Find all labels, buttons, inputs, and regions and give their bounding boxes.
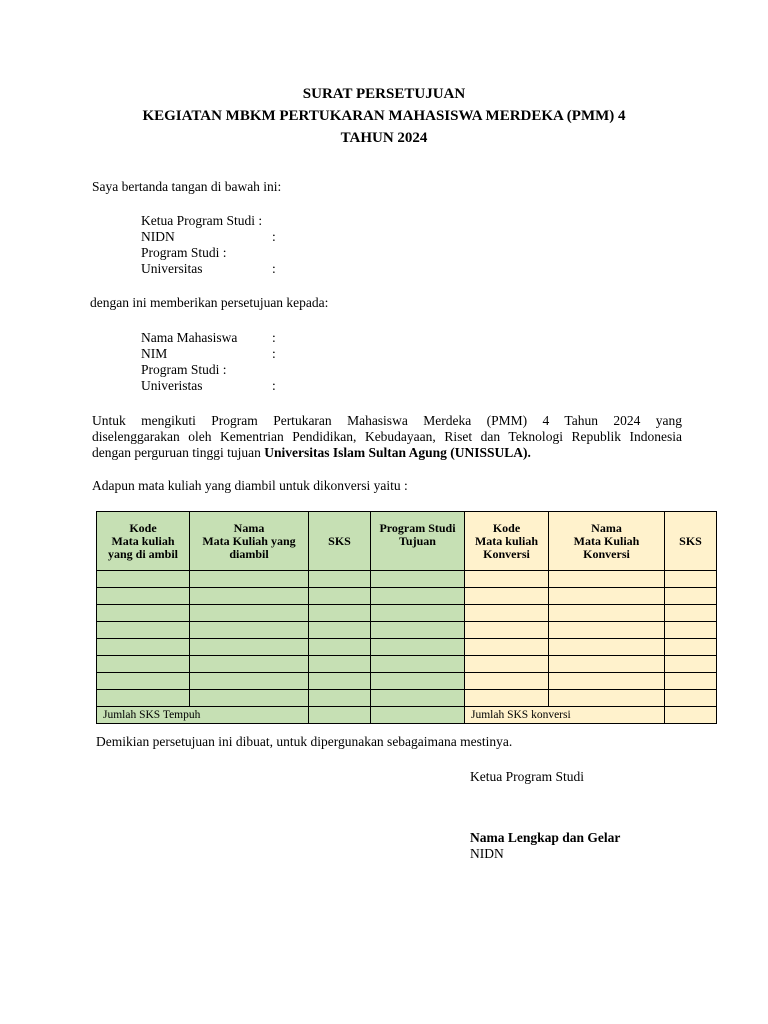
paragraph-line <box>92 445 682 461</box>
table-row <box>97 588 717 605</box>
table-cell <box>371 690 465 707</box>
student-field-colon: : <box>272 346 276 361</box>
table-row <box>97 656 717 673</box>
table-cell <box>465 639 549 656</box>
table-cell <box>665 588 717 605</box>
header-line: yang di ambil <box>107 546 179 561</box>
table-total-row <box>97 707 717 724</box>
table-row <box>97 690 717 707</box>
table-cell <box>371 588 465 605</box>
table-cell <box>465 588 549 605</box>
header-program-studi <box>371 512 465 571</box>
table-cell <box>665 571 717 588</box>
table-cell <box>665 690 717 707</box>
table-cell <box>371 571 465 588</box>
table-cell <box>665 605 717 622</box>
table-cell <box>465 622 549 639</box>
paragraph-line: Untuk mengikuti Program Pertukaran Mahasiswa Merdeka (PMM) 4 Tahun 2024 yang <box>92 413 682 428</box>
table-cell <box>190 639 309 656</box>
table-cell <box>309 656 371 673</box>
table-cell <box>549 673 665 690</box>
table-cell <box>190 588 309 605</box>
table-cell <box>371 639 465 656</box>
signer-field-label: NIDN <box>141 229 175 244</box>
document-title: SURAT PERSETUJUAN <box>302 86 466 102</box>
signer-field-colon: : <box>272 261 276 276</box>
table-cell <box>97 571 190 588</box>
signer-field-label: Ketua Program Studi : <box>141 213 263 228</box>
header-line: Nama <box>233 520 265 535</box>
course-conversion-table <box>96 511 717 724</box>
header-line: Kode <box>492 520 521 535</box>
signer-field-colon: : <box>272 229 276 244</box>
table-cell <box>309 690 371 707</box>
header-line: diambil <box>229 546 269 561</box>
table-row <box>97 622 717 639</box>
header-sks-konversi <box>665 512 717 571</box>
header-line: SKS <box>679 533 702 548</box>
closing-text: Demikian persetujuan ini dibuat, untuk dipergunakan sebagaimana mestinya. <box>96 734 513 749</box>
signature-name: Nama Lengkap dan Gelar <box>470 830 621 845</box>
signer-field-label: Program Studi : <box>141 245 227 260</box>
header-kode-diambil <box>97 512 190 571</box>
table-row <box>97 673 717 690</box>
destination-university: Universitas Islam Sultan Agung (UNISSULA). <box>264 445 531 460</box>
table-header-row <box>97 512 717 571</box>
table-cell <box>190 690 309 707</box>
table-cell <box>665 673 717 690</box>
table-cell <box>97 673 190 690</box>
table-cell <box>371 673 465 690</box>
table-cell <box>465 656 549 673</box>
table-intro: Adapun mata kuliah yang diambil untuk dikonversi yaitu : <box>92 478 408 493</box>
table-cell <box>665 639 717 656</box>
table-row <box>97 605 717 622</box>
signature-role: Ketua Program Studi <box>470 769 584 784</box>
total-sks-konversi-value <box>665 707 717 724</box>
intro-text: Saya bertanda tangan di bawah ini: <box>92 179 282 194</box>
table-cell <box>97 622 190 639</box>
header-kode-konversi <box>465 512 549 571</box>
table-cell <box>97 588 190 605</box>
table-cell <box>549 639 665 656</box>
table-cell <box>190 622 309 639</box>
table-cell <box>309 639 371 656</box>
header-line: Nama <box>591 520 622 535</box>
total-sks-tempuh-label: Jumlah SKS Tempuh <box>97 707 309 724</box>
table-cell <box>309 622 371 639</box>
header-line: SKS <box>328 533 351 548</box>
table-cell <box>549 690 665 707</box>
table-cell <box>309 588 371 605</box>
header-line: Mata Kuliah <box>573 533 640 548</box>
student-field-label: Univeristas <box>141 378 203 393</box>
table-cell <box>465 605 549 622</box>
student-field-label: NIM <box>141 346 168 361</box>
table-cell <box>665 622 717 639</box>
table-cell <box>549 622 665 639</box>
table-cell <box>309 673 371 690</box>
student-field-label: Program Studi : <box>141 362 227 377</box>
signature-nidn: NIDN <box>470 846 504 861</box>
table-cell <box>371 656 465 673</box>
table-row <box>97 639 717 656</box>
header-line: Mata kuliah <box>474 533 538 548</box>
table-cell <box>190 571 309 588</box>
document-year: TAHUN 2024 <box>340 130 428 146</box>
table-cell <box>465 571 549 588</box>
student-field-colon: : <box>272 378 276 393</box>
table-cell <box>190 673 309 690</box>
header-nama-konversi <box>549 512 665 571</box>
header-line: Kode <box>129 520 157 535</box>
table-cell <box>371 605 465 622</box>
table-cell <box>665 656 717 673</box>
table-cell <box>309 571 371 588</box>
student-field-colon: : <box>272 330 276 345</box>
table-cell <box>190 656 309 673</box>
header-line: Tujuan <box>399 534 436 548</box>
header-line: Konversi <box>583 546 630 561</box>
document-subtitle: KEGIATAN MBKM PERTUKARAN MAHASISWA MERDEKA (PMM) 4 <box>142 108 626 124</box>
table-cell <box>549 656 665 673</box>
approval-text: dengan ini memberikan persetujuan kepada: <box>90 295 329 310</box>
table-cell <box>97 656 190 673</box>
header-line: Program Studi <box>379 521 456 535</box>
total-sks-konversi-label: Jumlah SKS konversi <box>465 707 665 724</box>
header-nama-diambil <box>190 512 309 571</box>
header-line: Konversi <box>483 546 530 561</box>
table-cell <box>465 673 549 690</box>
table-cell <box>549 571 665 588</box>
purpose-paragraph <box>92 413 682 461</box>
header-line: Mata Kuliah yang <box>202 533 296 548</box>
table-cell <box>549 605 665 622</box>
header-line: Mata kuliah <box>111 533 175 548</box>
table-cell <box>549 588 665 605</box>
table-cell <box>371 622 465 639</box>
paragraph-line: diselenggarakan oleh Kementrian Pendidikan, Kebudayaan, Riset dan Teknologi Republik Indonesia <box>92 429 682 444</box>
header-sks-diambil <box>309 512 371 571</box>
table-cell <box>97 690 190 707</box>
total-sks-tempuh-value <box>309 707 371 724</box>
total-empty-cell <box>371 707 465 724</box>
table-cell <box>97 605 190 622</box>
student-field-label: Nama Mahasiswa <box>141 330 238 345</box>
paragraph-text: dengan perguruan tinggi tujuan <box>92 445 265 460</box>
table-cell <box>465 690 549 707</box>
table-row <box>97 571 717 588</box>
table-cell <box>97 639 190 656</box>
table-cell <box>309 605 371 622</box>
table-cell <box>190 605 309 622</box>
signer-field-label: Universitas <box>141 261 203 276</box>
